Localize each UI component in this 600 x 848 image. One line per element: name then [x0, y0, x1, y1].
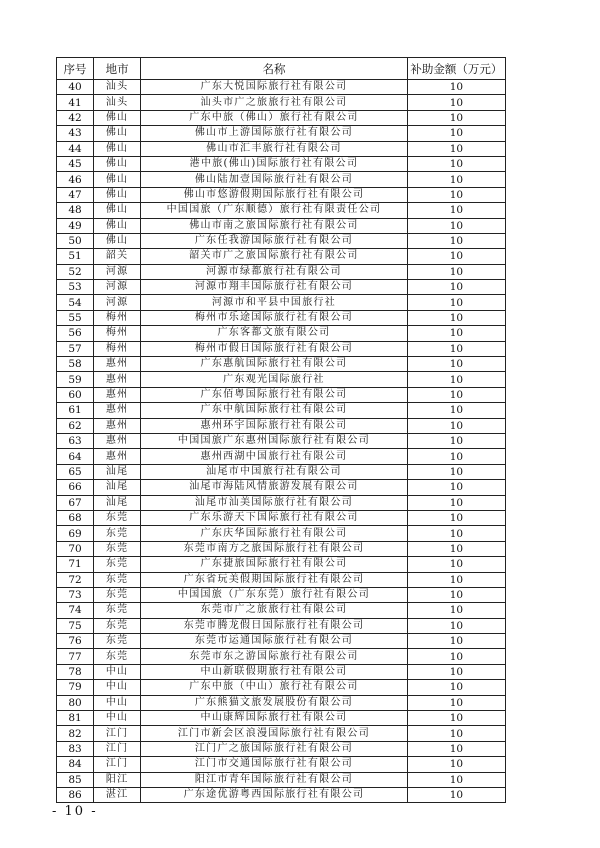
- table-row: [57, 757, 506, 772]
- table-row: [57, 634, 506, 649]
- row-serial-no: 60: [57, 387, 94, 402]
- row-subsidy-amount: 10: [407, 541, 505, 556]
- row-agency-name: 佛山市南之旅国际旅行社有限公司: [141, 218, 408, 233]
- row-agency-name: 广东中旅（中山）旅行社有限公司: [141, 680, 408, 695]
- row-serial-no: 63: [57, 433, 94, 448]
- row-serial-no: 68: [57, 510, 94, 525]
- row-agency-name: 韶关市广之旅国际旅行社有限公司: [141, 249, 408, 264]
- table-row: [57, 711, 506, 726]
- row-city: 河源: [94, 295, 141, 310]
- row-subsidy-amount: 10: [407, 264, 505, 279]
- row-subsidy-amount: 10: [407, 741, 505, 756]
- table-row: [57, 726, 506, 741]
- table-row: [57, 218, 506, 233]
- row-serial-no: 83: [57, 741, 94, 756]
- table-row: [57, 433, 506, 448]
- row-city: 惠州: [94, 403, 141, 418]
- row-serial-no: 46: [57, 172, 94, 187]
- row-serial-no: 61: [57, 403, 94, 418]
- row-city: 东莞: [94, 649, 141, 664]
- row-serial-no: 80: [57, 695, 94, 710]
- row-serial-no: 67: [57, 495, 94, 510]
- row-city: 佛山: [94, 126, 141, 141]
- row-subsidy-amount: 10: [407, 572, 505, 587]
- row-serial-no: 52: [57, 264, 94, 279]
- row-serial-no: 75: [57, 618, 94, 633]
- table-row: [57, 787, 506, 802]
- row-city: 中山: [94, 664, 141, 679]
- table-row: [57, 310, 506, 325]
- row-subsidy-amount: 10: [407, 418, 505, 433]
- row-city: 中山: [94, 695, 141, 710]
- row-agency-name: 中山康辉国际旅行社有限公司: [141, 711, 408, 726]
- row-serial-no: 45: [57, 156, 94, 171]
- row-serial-no: 51: [57, 249, 94, 264]
- row-subsidy-amount: 10: [407, 141, 505, 156]
- row-agency-name: 江门广之旅国际旅行社有限公司: [141, 741, 408, 756]
- row-agency-name: 广东途优游粤西国际旅行社有限公司: [141, 787, 408, 802]
- row-subsidy-amount: 10: [407, 249, 505, 264]
- row-city: 佛山: [94, 203, 141, 218]
- table-row: [57, 110, 506, 125]
- row-agency-name: 广东客都文旅有限公司: [141, 326, 408, 341]
- row-agency-name: 中国国旅（广东顺德）旅行社有限责任公司: [141, 203, 408, 218]
- table-row: [57, 357, 506, 372]
- row-subsidy-amount: 10: [407, 218, 505, 233]
- row-agency-name: 梅州市乐途国际旅行社有限公司: [141, 310, 408, 325]
- row-agency-name: 汕尾市汕美国际旅行社有限公司: [141, 495, 408, 510]
- row-agency-name: 广东惠航国际旅行社有限公司: [141, 357, 408, 372]
- row-serial-no: 41: [57, 95, 94, 110]
- row-agency-name: 广东乐游天下国际旅行社有限公司: [141, 510, 408, 525]
- row-city: 梅州: [94, 326, 141, 341]
- row-serial-no: 48: [57, 203, 94, 218]
- header-subsidy-amount: 补助金额（万元）: [407, 58, 505, 80]
- row-city: 惠州: [94, 357, 141, 372]
- row-agency-name: 河源市和平县中国旅行社: [141, 295, 408, 310]
- row-city: 江门: [94, 757, 141, 772]
- row-serial-no: 78: [57, 664, 94, 679]
- row-agency-name: 广东庆华国际旅行社有限公司: [141, 526, 408, 541]
- row-serial-no: 64: [57, 449, 94, 464]
- table-row: [57, 80, 506, 95]
- row-city: 惠州: [94, 449, 141, 464]
- table-row: [57, 526, 506, 541]
- row-city: 佛山: [94, 141, 141, 156]
- row-serial-no: 72: [57, 572, 94, 587]
- table-row: [57, 464, 506, 479]
- row-agency-name: 东莞市运通国际旅行社有限公司: [141, 634, 408, 649]
- row-serial-no: 40: [57, 80, 94, 95]
- table-row: [57, 264, 506, 279]
- row-city: 东莞: [94, 541, 141, 556]
- row-serial-no: 79: [57, 680, 94, 695]
- table-row: [57, 326, 506, 341]
- row-subsidy-amount: 10: [407, 634, 505, 649]
- row-city: 佛山: [94, 172, 141, 187]
- row-serial-no: 85: [57, 772, 94, 787]
- table-header-row: [57, 58, 506, 80]
- row-agency-name: 广东中航国际旅行社有限公司: [141, 403, 408, 418]
- row-serial-no: 43: [57, 126, 94, 141]
- row-city: 梅州: [94, 310, 141, 325]
- row-city: 江门: [94, 741, 141, 756]
- row-city: 东莞: [94, 572, 141, 587]
- table-row: [57, 557, 506, 572]
- table-row: [57, 495, 506, 510]
- row-city: 汕头: [94, 80, 141, 95]
- row-subsidy-amount: 10: [407, 711, 505, 726]
- row-city: 东莞: [94, 526, 141, 541]
- table-row: [57, 541, 506, 556]
- table-row: [57, 141, 506, 156]
- table-row: [57, 280, 506, 295]
- row-city: 惠州: [94, 387, 141, 402]
- row-city: 汕尾: [94, 495, 141, 510]
- header-name: 名称: [141, 58, 408, 80]
- row-agency-name: 广东观光国际旅行社: [141, 372, 408, 387]
- subsidy-table: [56, 57, 506, 803]
- row-agency-name: 中国国旅（广东东莞）旅行社有限公司: [141, 587, 408, 602]
- row-agency-name: 东莞市广之旅旅行社有限公司: [141, 603, 408, 618]
- row-city: 中山: [94, 711, 141, 726]
- row-subsidy-amount: 10: [407, 603, 505, 618]
- row-subsidy-amount: 10: [407, 526, 505, 541]
- table-row: [57, 510, 506, 525]
- row-agency-name: 广东任我游国际旅行社有限公司: [141, 233, 408, 248]
- row-serial-no: 49: [57, 218, 94, 233]
- row-agency-name: 中山新联假期旅行社有限公司: [141, 664, 408, 679]
- row-city: 江门: [94, 726, 141, 741]
- row-serial-no: 53: [57, 280, 94, 295]
- row-city: 东莞: [94, 587, 141, 602]
- row-serial-no: 82: [57, 726, 94, 741]
- row-city: 佛山: [94, 110, 141, 125]
- row-serial-no: 50: [57, 233, 94, 248]
- table-row: [57, 387, 506, 402]
- row-subsidy-amount: 10: [407, 757, 505, 772]
- row-city: 惠州: [94, 433, 141, 448]
- row-agency-name: 东莞市南方之旅国际旅行社有限公司: [141, 541, 408, 556]
- row-serial-no: 57: [57, 341, 94, 356]
- row-subsidy-amount: 10: [407, 295, 505, 310]
- table-row: [57, 95, 506, 110]
- row-subsidy-amount: 10: [407, 172, 505, 187]
- row-subsidy-amount: 10: [407, 649, 505, 664]
- row-subsidy-amount: 10: [407, 618, 505, 633]
- row-subsidy-amount: 10: [407, 341, 505, 356]
- row-city: 东莞: [94, 510, 141, 525]
- header-serial-no: 序号: [57, 58, 94, 80]
- row-serial-no: 77: [57, 649, 94, 664]
- row-subsidy-amount: 10: [407, 357, 505, 372]
- table-row: [57, 156, 506, 171]
- header-city: 地市: [94, 58, 141, 80]
- table-row: [57, 664, 506, 679]
- row-agency-name: 广东熊猫文旅发展股份有限公司: [141, 695, 408, 710]
- table-row: [57, 449, 506, 464]
- table-row: [57, 203, 506, 218]
- table-row: [57, 603, 506, 618]
- row-serial-no: 65: [57, 464, 94, 479]
- row-subsidy-amount: 10: [407, 433, 505, 448]
- row-city: 东莞: [94, 557, 141, 572]
- row-agency-name: 东莞市东之游国际旅行社有限公司: [141, 649, 408, 664]
- row-agency-name: 江门市新会区浪漫国际旅行社有限公司: [141, 726, 408, 741]
- row-subsidy-amount: 10: [407, 680, 505, 695]
- row-city: 佛山: [94, 218, 141, 233]
- row-agency-name: 佛山市悠游假期国际旅行社有限公司: [141, 187, 408, 202]
- row-agency-name: 惠州西湖中国旅行社有限公司: [141, 449, 408, 464]
- row-city: 汕尾: [94, 464, 141, 479]
- row-serial-no: 58: [57, 357, 94, 372]
- row-subsidy-amount: 10: [407, 310, 505, 325]
- row-subsidy-amount: 10: [407, 80, 505, 95]
- table-row: [57, 403, 506, 418]
- row-subsidy-amount: 10: [407, 464, 505, 479]
- row-subsidy-amount: 10: [407, 387, 505, 402]
- row-agency-name: 广东佰粤国际旅行社有限公司: [141, 387, 408, 402]
- row-serial-no: 86: [57, 787, 94, 802]
- row-agency-name: 江门市交通国际旅行社有限公司: [141, 757, 408, 772]
- row-subsidy-amount: 10: [407, 772, 505, 787]
- row-serial-no: 44: [57, 141, 94, 156]
- row-agency-name: 河源市翔丰国际旅行社有限公司: [141, 280, 408, 295]
- row-agency-name: 广东大悦国际旅行社有限公司: [141, 80, 408, 95]
- row-city: 河源: [94, 280, 141, 295]
- row-city: 东莞: [94, 618, 141, 633]
- row-serial-no: 69: [57, 526, 94, 541]
- row-agency-name: 汕头市广之旅旅行社有限公司: [141, 95, 408, 110]
- row-agency-name: 汕尾市中国旅行社有限公司: [141, 464, 408, 479]
- table-row: [57, 618, 506, 633]
- row-subsidy-amount: 10: [407, 787, 505, 802]
- row-serial-no: 42: [57, 110, 94, 125]
- row-subsidy-amount: 10: [407, 126, 505, 141]
- row-city: 河源: [94, 264, 141, 279]
- row-subsidy-amount: 10: [407, 557, 505, 572]
- row-subsidy-amount: 10: [407, 233, 505, 248]
- row-city: 韶关: [94, 249, 141, 264]
- table-row: [57, 187, 506, 202]
- row-serial-no: 47: [57, 187, 94, 202]
- table-row: [57, 587, 506, 602]
- table-row: [57, 372, 506, 387]
- table-row: [57, 418, 506, 433]
- row-agency-name: 港中旅(佛山)国际旅行社有限公司: [141, 156, 408, 171]
- table-row: [57, 741, 506, 756]
- row-city: 佛山: [94, 233, 141, 248]
- row-agency-name: 中国国旅广东惠州国际旅行社有限公司: [141, 433, 408, 448]
- row-agency-name: 汕尾市海陆风情旅游发展有限公司: [141, 480, 408, 495]
- row-city: 湛江: [94, 787, 141, 802]
- row-serial-no: 71: [57, 557, 94, 572]
- row-serial-no: 74: [57, 603, 94, 618]
- row-city: 佛山: [94, 187, 141, 202]
- row-agency-name: 广东省玩美假期国际旅行社有限公司: [141, 572, 408, 587]
- row-city: 中山: [94, 680, 141, 695]
- row-subsidy-amount: 10: [407, 280, 505, 295]
- table-row: [57, 172, 506, 187]
- row-city: 汕尾: [94, 480, 141, 495]
- row-serial-no: 66: [57, 480, 94, 495]
- table-row: [57, 126, 506, 141]
- row-agency-name: 佛山市汇丰旅行社有限公司: [141, 141, 408, 156]
- table-row: [57, 695, 506, 710]
- row-subsidy-amount: 10: [407, 95, 505, 110]
- row-subsidy-amount: 10: [407, 495, 505, 510]
- row-agency-name: 梅州市假日国际旅行社有限公司: [141, 341, 408, 356]
- row-subsidy-amount: 10: [407, 110, 505, 125]
- row-city: 佛山: [94, 156, 141, 171]
- row-subsidy-amount: 10: [407, 326, 505, 341]
- row-city: 汕头: [94, 95, 141, 110]
- row-subsidy-amount: 10: [407, 187, 505, 202]
- row-serial-no: 56: [57, 326, 94, 341]
- row-serial-no: 81: [57, 711, 94, 726]
- table-row: [57, 649, 506, 664]
- page-number: - 10 -: [52, 804, 98, 819]
- table-row: [57, 772, 506, 787]
- row-agency-name: 佛山市上游国际旅行社有限公司: [141, 126, 408, 141]
- row-city: 阳江: [94, 772, 141, 787]
- row-agency-name: 广东中旅（佛山）旅行社有限公司: [141, 110, 408, 125]
- row-serial-no: 55: [57, 310, 94, 325]
- row-subsidy-amount: 10: [407, 726, 505, 741]
- row-serial-no: 73: [57, 587, 94, 602]
- row-city: 东莞: [94, 603, 141, 618]
- row-subsidy-amount: 10: [407, 695, 505, 710]
- row-subsidy-amount: 10: [407, 587, 505, 602]
- row-subsidy-amount: 10: [407, 664, 505, 679]
- row-subsidy-amount: 10: [407, 156, 505, 171]
- row-city: 东莞: [94, 634, 141, 649]
- row-agency-name: 广东捷旅国际旅行社有限公司: [141, 557, 408, 572]
- row-subsidy-amount: 10: [407, 372, 505, 387]
- table-row: [57, 295, 506, 310]
- table-row: [57, 572, 506, 587]
- row-serial-no: 76: [57, 634, 94, 649]
- row-city: 梅州: [94, 341, 141, 356]
- row-serial-no: 84: [57, 757, 94, 772]
- row-serial-no: 62: [57, 418, 94, 433]
- row-subsidy-amount: 10: [407, 403, 505, 418]
- table-row: [57, 249, 506, 264]
- row-agency-name: 东莞市腾龙假日国际旅行社有限公司: [141, 618, 408, 633]
- table-row: [57, 680, 506, 695]
- row-subsidy-amount: 10: [407, 449, 505, 464]
- row-city: 惠州: [94, 418, 141, 433]
- row-subsidy-amount: 10: [407, 203, 505, 218]
- table-row: [57, 480, 506, 495]
- row-serial-no: 70: [57, 541, 94, 556]
- row-serial-no: 59: [57, 372, 94, 387]
- row-agency-name: 河源市绿都旅行社有限公司: [141, 264, 408, 279]
- row-serial-no: 54: [57, 295, 94, 310]
- row-subsidy-amount: 10: [407, 510, 505, 525]
- row-city: 惠州: [94, 372, 141, 387]
- row-agency-name: 佛山陆加壹国际旅行社有限公司: [141, 172, 408, 187]
- table-row: [57, 233, 506, 248]
- table-row: [57, 341, 506, 356]
- row-subsidy-amount: 10: [407, 480, 505, 495]
- row-agency-name: 惠州环宇国际旅行社有限公司: [141, 418, 408, 433]
- row-agency-name: 阳江市青年国际旅行社有限公司: [141, 772, 408, 787]
